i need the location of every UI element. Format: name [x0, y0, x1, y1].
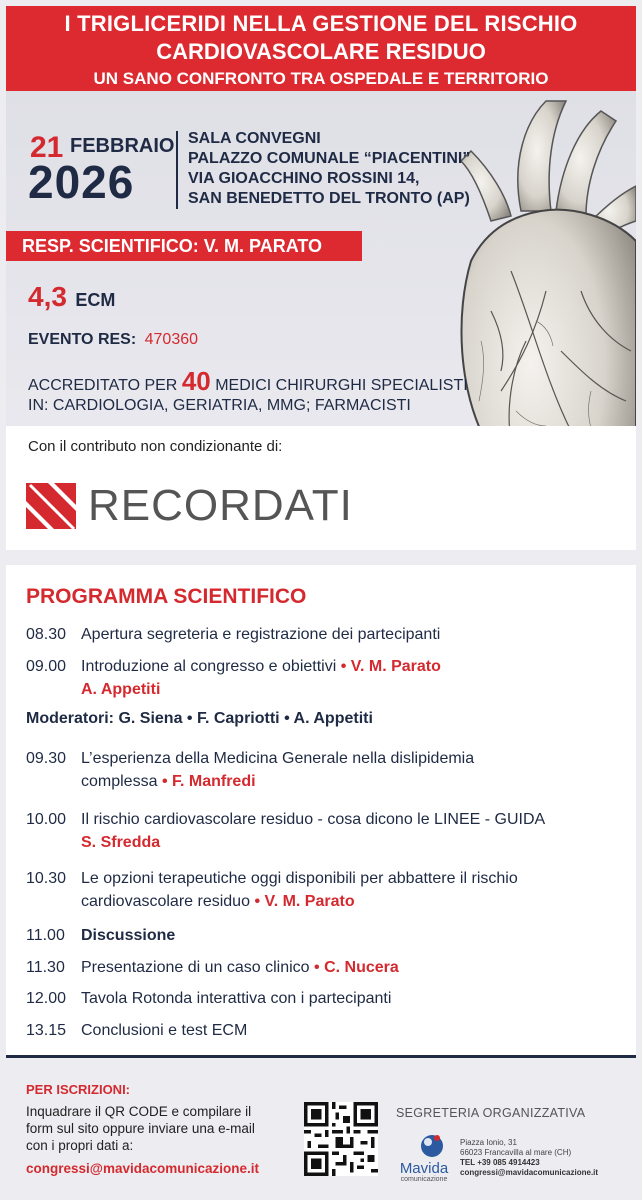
venue-line2: PALAZZO COMUNALE “PIACENTINI”	[188, 150, 471, 167]
event-res-label: EVENTO RES:	[28, 331, 137, 348]
program-speaker: • F. Manfredi	[161, 773, 256, 790]
accreditation-prefix: ACCREDITATO PER	[28, 377, 178, 394]
accreditation-count: 40	[181, 366, 211, 396]
program-text: Le opzioni terapeutiche oggi disponibili per abbattere il rischio	[81, 870, 518, 887]
program-text: Conclusioni e test ECM	[81, 1022, 248, 1039]
address-line: 66023 Francavilla al mare (CH)	[460, 1148, 572, 1157]
event-res-number: 470360	[144, 331, 199, 348]
secretariat-address	[460, 1138, 598, 1178]
event-res	[28, 331, 198, 349]
title-line1: I TRIGLICERIDI NELLA GESTIONE DEL RISCHIO	[64, 11, 578, 36]
accreditation	[28, 366, 468, 416]
program-speaker: • V. M. Parato	[340, 658, 441, 675]
registration-title: PER ISCRIZIONI:	[26, 1082, 131, 1097]
program-section	[6, 565, 636, 1058]
organizing-secretariat-title: SEGRETERIA ORGANIZZATIVA	[396, 1106, 586, 1120]
program-text: Presentazione di un caso clinico	[81, 959, 310, 976]
title-line2: CARDIOVASCOLARE RESIDUO	[156, 39, 486, 64]
recordati-logo-icon	[26, 481, 78, 531]
program-title: PROGRAMMA SCIENTIFICO	[26, 585, 307, 608]
contrib-text: Con il contributo non condizionante di:	[28, 438, 283, 455]
program-text: Discussione	[81, 927, 176, 944]
program-text: cardiovascolare residuo	[81, 893, 250, 910]
scientific-responsible: RESP. SCIENTIFICO: V. M. PARATO	[6, 231, 362, 261]
registration-text	[26, 1103, 306, 1154]
program-speaker: • C. Nucera	[314, 959, 399, 976]
registration-line: con i propri dati a:	[26, 1138, 134, 1153]
registration-line: Inquadrare il QR CODE e compilare il	[26, 1104, 252, 1119]
program-text: Il rischio cardiovascolare residuo - cosa dicono le LINEE - GUIDA	[81, 811, 546, 828]
program-time: 11.00	[26, 927, 65, 944]
footer	[6, 1058, 636, 1194]
registration-email-link[interactable]: congressi@mavidacomunicazione.it	[26, 1161, 259, 1176]
program-time: 09.30	[26, 750, 67, 767]
mavida-name: Mavida	[399, 1160, 449, 1177]
sponsor-box	[6, 426, 636, 550]
accreditation-line2: IN: CARDIOLOGIA, GERIATRIA, MMG; FARMACISTI	[28, 397, 411, 414]
program-text: Introduzione al congresso e obiettivi	[81, 658, 337, 675]
mavida-logo-icon	[394, 1130, 454, 1160]
registration-line: form sul sito oppure inviare una e-mail	[26, 1121, 255, 1136]
program-speaker: S. Sfredda	[81, 834, 161, 851]
program-text: Tavola Rotonda interattiva con i partecipanti	[81, 990, 392, 1007]
recordati-logo	[26, 481, 366, 531]
program-text: Apertura segreteria e registrazione dei partecipanti	[81, 626, 441, 643]
accreditation-suffix: MEDICI CHIRURGHI SPECIALISTI	[215, 377, 468, 394]
phone-number: TEL +39 085 4914423	[460, 1158, 540, 1167]
venue	[188, 129, 470, 209]
ecm-value: 4,3	[28, 281, 67, 312]
event-day: 21	[30, 131, 64, 164]
venue-line4: SAN BENEDETTO DEL TRONTO (AP)	[188, 190, 470, 207]
program-time: 12.00	[26, 990, 67, 1007]
mavida-logo	[394, 1130, 454, 1183]
program-time: 10.30	[26, 870, 67, 887]
secretariat-email-link[interactable]: congressi@mavidacomunicazione.it	[460, 1168, 599, 1177]
program-time: 09.00	[26, 658, 67, 675]
venue-line1: SALA CONVEGNI	[188, 130, 321, 147]
event-info-panel	[6, 91, 636, 550]
ecm-credits	[28, 281, 115, 313]
ecm-label: ECM	[75, 290, 116, 310]
subtitle: UN SANO CONFRONTO TRA OSPEDALE E TERRITORIO	[93, 69, 549, 88]
sponsor-name: RECORDATI	[88, 481, 353, 530]
qr-code-icon[interactable]	[304, 1102, 378, 1176]
mavida-sub: comunicazione	[400, 1176, 448, 1183]
program-time: 10.00	[26, 811, 67, 828]
event-year: 2026	[28, 156, 135, 208]
program-text: complessa	[81, 773, 158, 790]
date-divider	[176, 131, 178, 209]
event-month: FEBBRAIO	[70, 135, 175, 157]
moderators: Moderatori: G. Siena • F. Capriotti • A. Appetiti	[26, 710, 373, 727]
program-time: 13.15	[26, 1022, 67, 1039]
venue-line3: VIA GIOACCHINO ROSSINI 14,	[188, 170, 420, 187]
program-time: 11.30	[26, 959, 65, 976]
program-time: 08.30	[26, 626, 67, 643]
address-line: Piazza Ionio, 31	[460, 1138, 517, 1147]
header-banner	[6, 6, 636, 91]
program-speaker: A. Appetiti	[81, 681, 161, 698]
program-speaker: • V. M. Parato	[254, 893, 355, 910]
program-text: L’esperienza della Medicina Generale nella dislipidemia	[81, 750, 475, 767]
